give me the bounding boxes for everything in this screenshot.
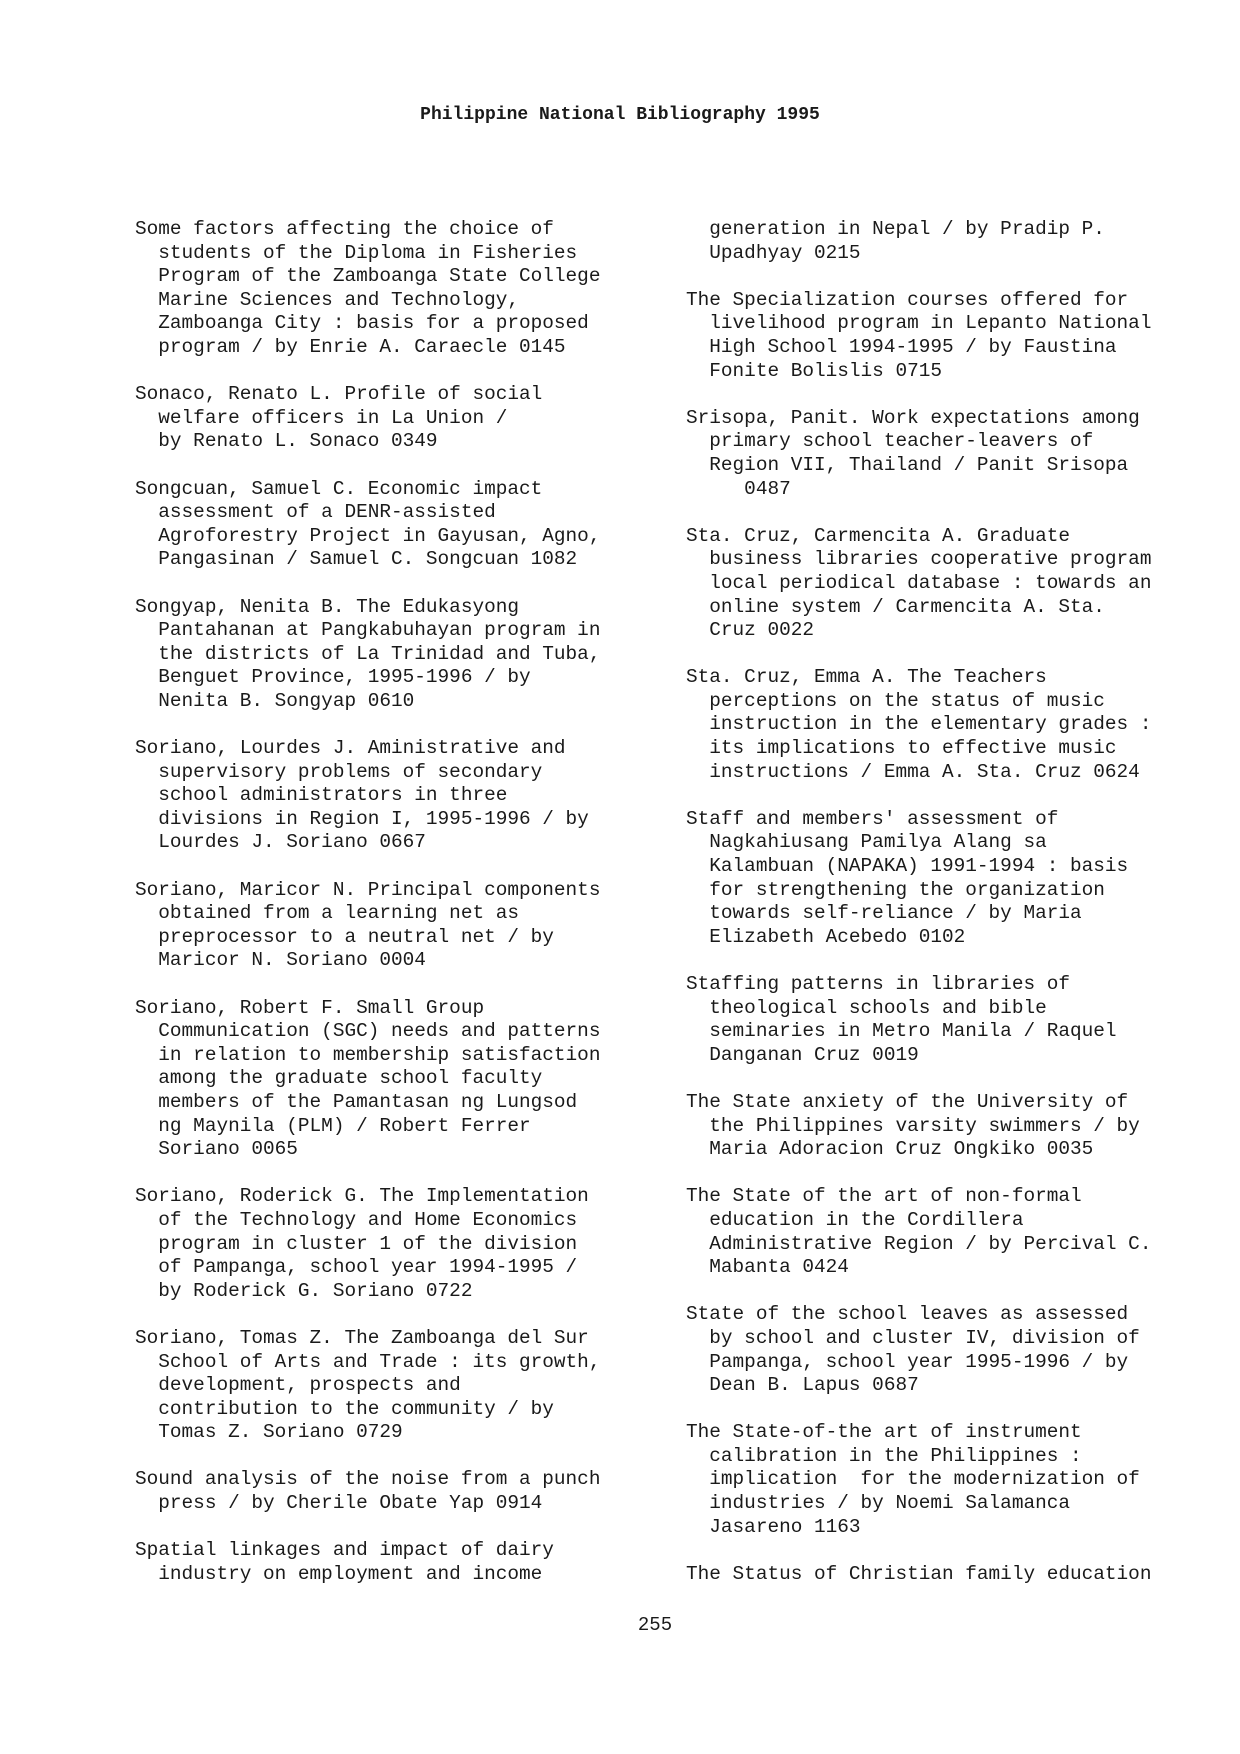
bibliography-entry: generation in Nepal / by Pradip P. Upadhyay 0215 [709,218,1105,264]
bibliography-entry: Soriano, Roderick G. The Implementation of the Technology and Home Economics program in cluster 1 of the division of Pampanga, school year 1994-1995 / by Roderick G. Soriano 0722 [135,1185,589,1302]
bibliography-entry: Staff and members' assessment of Nagkahiusang Pamilya Alang sa Kalambuan (NAPAKA) 1991-1994 : basis for strengthening the organization towards self-reliance / by Maria Elizabeth Acebedo 0102 [686,807,1129,948]
left-column [135,218,645,1586]
page-number: 255 [637,1614,673,1636]
bibliography-entry: Soriano, Maricor N. Principal components obtained from a learning net as preprocessor to a neutral net / by Maricor N. Soriano 0004 [135,878,601,972]
bibliography-entry: Staffing patterns in libraries of theological schools and bible seminaries in Metro Manila / Raquel Danganan Cruz 0019 [686,973,1117,1066]
page-title: Philippine National Bibliography 1995 [420,105,820,125]
right-column [686,218,1206,1586]
bibliography-entry: Spatial linkages and impact of dairy industry on employment and income [135,1539,554,1585]
bibliography-entry: State of the school leaves as assessed by school and cluster IV, division of Pampanga, school year 1995-1996 / by Dean B. Lapus 0687 [686,1303,1140,1397]
bibliography-entry: Soriano, Robert F. Small Group Communication (SGC) needs and patterns in relation to membership satisfaction among the graduate school faculty members of the Pamantasan ng Lungsod ng Maynila (PLM) / Robert Ferrer Soriano 0065 [135,996,601,1161]
bibliography-entry: Soriano, Tomas Z. The Zamboanga del Sur School of Arts and Trade : its growth, development, prospects and contribution to the community / by Tomas Z. Soriano 0729 [135,1326,601,1444]
bibliography-entry: Srisopa, Panit. Work expectations among primary school teacher-leavers of Region VII, Thailand / Panit Srisopa 0487 [686,406,1140,500]
bibliography-entry: The Specialization courses offered for livelihood program in Lepanto National High School 1994-1995 / by Faustina Fonite Bolislis 0715 [686,288,1152,382]
bibliography-entry: The Status of Christian family education [686,1562,1152,1585]
bibliography-entry: The State of the art of non-formal education in the Cordillera Administrative Region / by Percival C. Mabanta 0424 [686,1185,1152,1279]
bibliography-entry: Songyap, Nenita B. The Edukasyong Pantahanan at Pangkabuhayan program in the districts of La Trinidad and Tuba, Benguet Province, 1995-1996 / by Nenita B. Songyap 0610 [135,595,601,712]
bibliography-entry: Songcuan, Samuel C. Economic impact assessment of a DENR-assisted Agroforestry Project in Gayusan, Agno, Pangasinan / Samuel C. Songcuan 1082 [135,477,601,571]
bibliography-entry: Sound analysis of the noise from a punch press / by Cherile Obate Yap 0914 [135,1468,601,1515]
bibliography-entry: The State-of-the art of instrument calibration in the Philippines : implication for the modernization of industries / by Noemi Salamanca Jasareno 1163 [686,1421,1140,1538]
bibliography-entry: The State anxiety of the University of the Philippines varsity swimmers / by Maria Adoracion Cruz Ongkiko 0035 [686,1090,1140,1161]
bibliography-entry: Sta. Cruz, Emma A. The Teachers perceptions on the status of music instruction in the elementary grades : its implications to effective music instructions / Emma A. Sta. Cruz 0624 [686,666,1152,783]
bibliography-entry: Sta. Cruz, Carmencita A. Graduate business libraries cooperative program local periodical database : towards an online system / Carmencita A. Sta. Cruz 0022 [686,524,1152,642]
bibliography-entry: Soriano, Lourdes J. Aministrative and supervisory problems of secondary school administrators in three divisions in Region I, 1995-1996 / by Lourdes J. Soriano 0667 [135,737,589,854]
bibliography-entry: Some factors affecting the choice of students of the Diploma in Fisheries Program of the Zamboanga State College Marine Sciences and Technology, Zamboanga City : basis for a proposed program / by Enrie A. Caraecle 0145 [135,218,601,358]
bibliography-entry: Sonaco, Renato L. Profile of social welfare officers in La Union / by Renato L. Sonaco 0349 [135,383,543,453]
